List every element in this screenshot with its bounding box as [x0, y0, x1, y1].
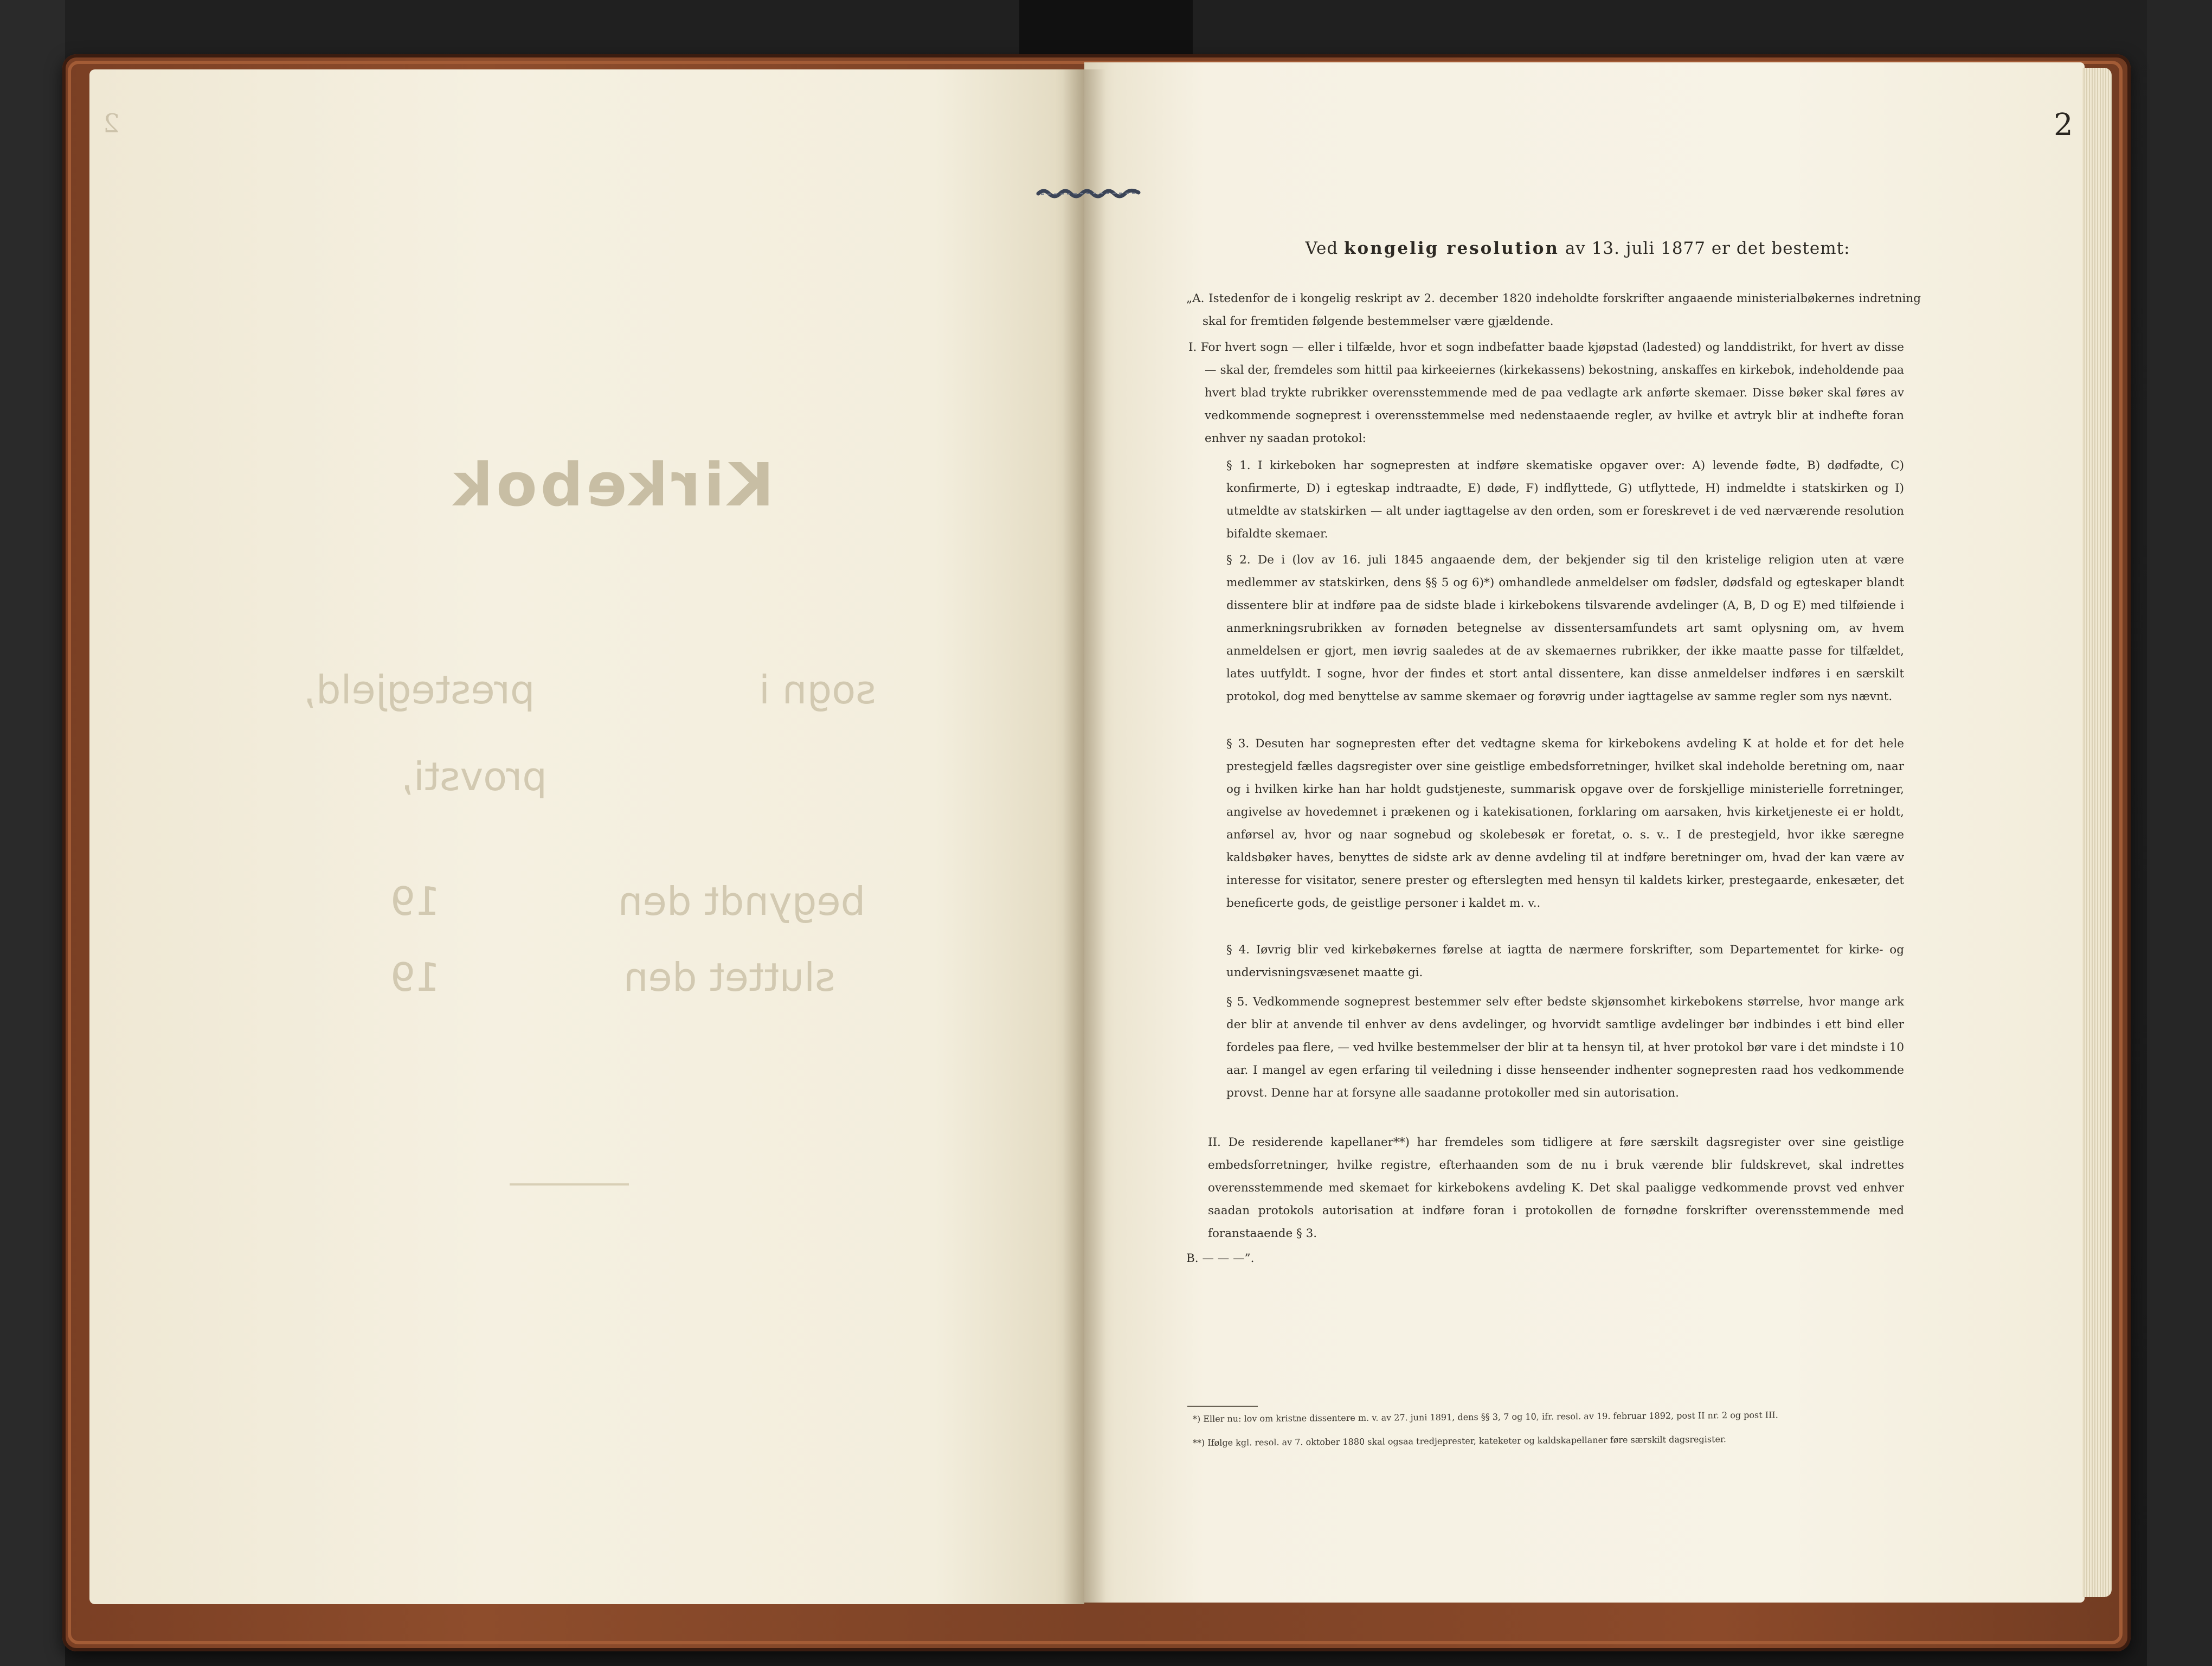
section-II: II. De residerende kapellaner**) har fremdeles som tidligere at føre særskilt dagsregister over sine geistlige embedsforretninger, hvilke registre, efterhaanden som de nu i bruk værende blir fuldskrevet, skal indrettes overensstemmende med skemaet for kirkebokens avdeling K. Det skal paaligge vedkommende provst ved enhver saadan protokols autorisation at indføre foran i protokollen de fornødne forskrifter overensstemmende med foranstaaende § 3. [1208, 1136, 1904, 1240]
left-page-number: 2 [103, 108, 120, 139]
footnote-2: **) Ifølge kgl. resol. av 7. oktober 1880 skal ogsaa tredjeprester, kateketer og kaldskapellaner føre særskilt dagsregister. [1192, 1434, 1726, 1448]
left-page-sogn-bleed: sogn i [759, 667, 876, 713]
paragraph-3: § 3. Desuten har sognepresten efter det vedtagne skema for kirkebokens avdeling K at holde et for det hele prestegjeld fælles dagsregister over sine geistlige embedsforretninger, hvilket skal indeholde beretning om, naar og i hvilken kirke han har holdt gudstjeneste, summarisk opgave over de forskjellige ministerielle forretninger, angivelse av hovedemnet i prækenen og i katekisationen, forklaring om aarsaken, hvis kirketjeneste ei er holdt, anførsel av, hvor og naar sognebud og skolebesøk er foretat, o. s. v.. I de prestegjeld, hvor ikke særegne kaldsbøker haves, benyttes de sidste ark av denne avdeling til at indføre beretninger om, hvad der kan være av interesse for visitator, senere prester og efterslegten med hensyn til kaldets kirker, prestegaarde, enkesæter, det beneficerte gods, de geistlige personer i kaldet m. v.. [1226, 737, 1904, 910]
intro-paragraph: „A. Istedenfor de i kongelig reskript av 2. december 1820 indeholdte forskrifter angaaende ministerialbøkernes indretning skal for fremtiden følgende bestemmelser være gjældende. [1186, 292, 1921, 328]
binding-thread-icon [1036, 187, 1144, 199]
heading-pre: Ved [1305, 239, 1339, 258]
paragraph-1: § 1. I kirkeboken har sognepresten at indføre skematiske opgaver over: A) levende fødte, B) dødfødte, C) konfirmerte, D) i egteskap indtraadte, E) døde, F) indflyttede, G) utflyttede, H) indmeldte i statskirken og I) utmeldte av statskirken — alt under iagttagelse av den orden, som er foreskrevet i de ved nærværende resolution bifaldte skemaer. [1226, 459, 1904, 541]
paragraph-5: § 5. Vedkommende sogneprest bestemmer selv efter bedste skjønsomhet kirkebokens størrelse, hvor mange ark der blir at anvende til enhver av dens avdelinger, og hvorvidt samtlige avdelinger bør indbindes i ett bind eller fordeles paa flere, — ved hvilke bestemmelser der blir at ta hensyn til, at hver protokol bør vare i det mindste i 10 aar. I mangel av egen erfaring til veiledning i disse henseender indhenter sognepresten raad hos vedkommende provst. Denne har at forsyne alle saadanne protokoller med sin autorisation. [1226, 995, 1904, 1100]
background-left [0, 0, 65, 1666]
heading-post: av 13. juli 1877 er det bestemt: [1565, 239, 1850, 258]
left-page-provsti-bleed: provsti, [401, 754, 548, 799]
background-right [2147, 0, 2212, 1666]
footnote-rule [1187, 1406, 1258, 1407]
left-page-sluttet-year-bleed: 19 [390, 954, 440, 1000]
left-page [89, 69, 1084, 1604]
paragraph-2: § 2. De i (lov av 16. juli 1845 angaaende dem, der bekjender sig til den kristelige religion uten at være medlemmer av statskirken, dens §§ 5 og 6)*) omhandlede anmeldelser om fødsler, dødsfald og egteskaper blandt dissentere blir at indføre paa de sidste blade i kirkebokens tilsvarende avdelinger (A, B, D og E) med tilføiende i anmerkningsrubrikken av fornøden betegnelse av dissentersamfundets art samt oplysning om, av hvem anmeldelsen er gjort, men iøvrig saaledes at de av skemaernes rubrikker, der ikke maatte passe for tilfældet, lates uutfyldt. I sogne, hvor der findes et stort antal dissentere, kan disse anmeldelser indføres i en særskilt protokol, dog med benyttelse av samme skemaer og forøvrig under iagttagelse av samme regler som nys nævnt. [1226, 553, 1904, 703]
footnote-1: *) Eller nu: lov om kristne dissentere m. v. av 27. juni 1891, dens §§ 3, 7 og 10, ifr. resol. av 19. februar 1892, post II nr. 2 og post III. [1192, 1409, 1778, 1424]
left-page-begyndt-year-bleed: 19 [390, 879, 440, 924]
left-page-prestegjeld-bleed: prestegjeld, [304, 667, 535, 713]
right-page-number: 2 [2054, 107, 2073, 143]
section-I [1188, 336, 1905, 450]
left-page-begyndt-bleed: begyndt den [618, 879, 866, 924]
left-page-title-bleed: Kirkebok [450, 450, 774, 520]
page-edges [2082, 68, 2112, 1597]
paragraph-4: § 4. Iøvrig blir ved kirkebøkernes førelse at iagtta de nærmere forskrifter, som Departementet for kirke- og undervisningsvæsenet maatte gi. [1226, 943, 1904, 979]
section-B: B. — — —”. [1186, 1252, 1255, 1265]
section-I-marker: I. [1188, 341, 1197, 354]
left-page-sluttet-bleed: sluttet den [623, 954, 835, 1000]
left-page-rule-bleed [510, 1183, 629, 1186]
resolution-heading [1166, 239, 1990, 258]
heading-strong: kongelig resolution [1344, 239, 1559, 258]
section-I-text: For hvert sogn — eller i tilfælde, hvor et sogn indbefatter baade kjøpstad (ladested) og landdistrikt, for hvert av disse — skal der, fremdeles som hittil paa kirkeeiernes (kirkekassens) bekostning, anskaffes en kirkebok, indeholdende paa hvert blad trykte rubrikker overensstemmende med de paa vedlagte ark anførte skemaer. Disse bøker skal føres av vedkommende sogneprest i overensstemmelse med nedenstaaende regler, av hvilke et avtryk blir at indhefte foran enhver ny saadan protokol: [1200, 341, 1905, 445]
gutter [1063, 69, 1106, 1604]
